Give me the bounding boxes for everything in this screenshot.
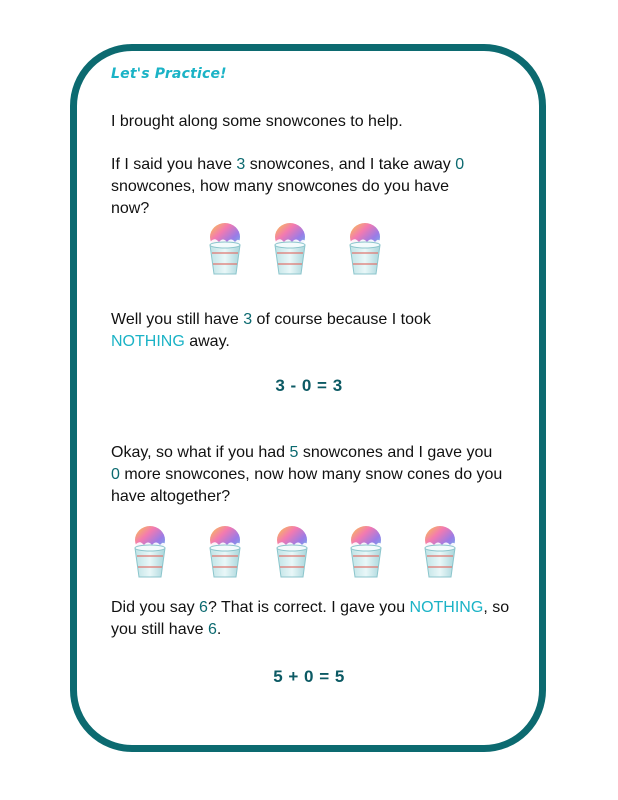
equation-1: 3 - 0 = 3 bbox=[275, 376, 343, 395]
answer-1: Well you still have 3 of course because I took NOTHING away. bbox=[111, 311, 431, 350]
answer-2: Did you say 6? That is correct. I gave you NOTHING, so you still have 6. bbox=[111, 599, 510, 638]
snowcone-icon bbox=[272, 520, 312, 580]
question-1: If I said you have 3 snowcones, and I take away 0 snowcones, how many snowcones do you have now? bbox=[111, 156, 465, 217]
snowcone-icon bbox=[130, 520, 170, 580]
snowcone-icon bbox=[270, 217, 310, 277]
snowcone-icon bbox=[345, 217, 385, 277]
intro-text: I brought along some snowcones to help. bbox=[111, 113, 403, 130]
snowcone-icon bbox=[205, 217, 245, 277]
snowcone-icon bbox=[346, 520, 386, 580]
section-heading: Let's Practice! bbox=[111, 66, 227, 82]
snowcone-icon bbox=[420, 520, 460, 580]
question-2: Okay, so what if you had 5 snowcones and I gave you 0 more snowcones, now how many snow cones do you have altogether? bbox=[111, 444, 503, 505]
equation-2: 5 + 0 = 5 bbox=[273, 667, 345, 686]
practice-card bbox=[70, 44, 546, 752]
snowcone-icon bbox=[205, 520, 245, 580]
